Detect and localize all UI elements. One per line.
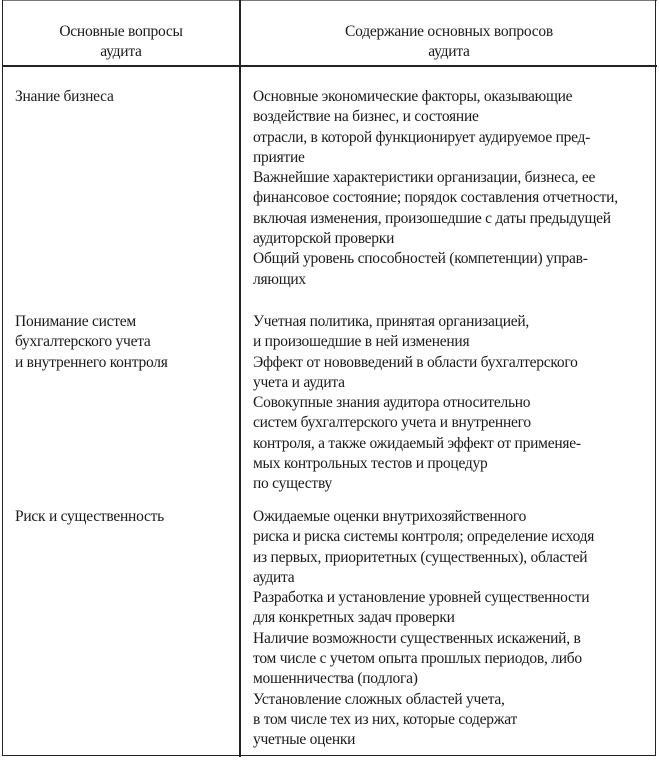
text-line: Учетная политика, принятая организацией, xyxy=(253,313,530,330)
row-topic xyxy=(15,507,164,527)
text-line: включая изменения, произошедшие с даты предыдущей xyxy=(253,209,611,227)
text-line: аудиторской проверки xyxy=(253,230,395,248)
text-line: учетные оценки xyxy=(253,731,356,749)
text-line: учета и аудита xyxy=(253,373,345,391)
text-line: из первых, приоритетных (существенных), областей xyxy=(253,548,588,566)
text-line: Эффект от нововведений в области бухгалтерского xyxy=(253,353,578,371)
row-topic xyxy=(15,312,168,373)
text-line: Основные вопросы xyxy=(59,23,183,40)
text-line: воздействие на бизнес, и состояние xyxy=(253,108,479,126)
text-line: ляющих xyxy=(253,270,306,288)
text-line: аудита xyxy=(100,43,142,61)
text-line: Важнейшие характеристики организации, бизнеса, ее xyxy=(253,169,596,187)
header-divider xyxy=(2,65,657,67)
text-line: Разработка и установление уровней существенности xyxy=(253,589,590,607)
row-content xyxy=(253,507,594,751)
text-line: Наличие возможности существенных искажений, в xyxy=(253,629,581,647)
text-line: риска и риска системы контроля; определение исходя xyxy=(253,528,595,546)
text-line: мых контрольных тестов и процедур xyxy=(253,455,488,473)
text-line: финансовое состояние; порядок составления отчетности, xyxy=(253,189,618,207)
text-line: и произошедшие в ней изменения xyxy=(253,333,470,351)
text-line: и внутреннего контроля xyxy=(15,353,168,371)
text-line: Основные экономические факторы, оказывающие xyxy=(253,88,573,105)
text-line: бухгалтерского учета xyxy=(15,333,151,351)
text-line: том числе с учетом опыта прошлых периодов, либо xyxy=(253,650,582,668)
text-line: Ожидаемые оценки внутрихозяйственного xyxy=(253,508,527,525)
text-line: аудита xyxy=(253,568,295,586)
row-content xyxy=(253,87,618,290)
text-line: мошенничества (подлога) xyxy=(253,670,418,688)
text-line: Общий уровень способностей (компетенции) управ- xyxy=(253,250,588,268)
text-line: приятие xyxy=(253,148,305,166)
text-line: отрасли, в которой функционирует аудируемое пред- xyxy=(253,128,591,146)
header-col-topic xyxy=(2,22,240,63)
text-line: Установление сложных областей учета, xyxy=(253,690,505,708)
text-line: Совокупные знания аудитора относительно xyxy=(253,394,531,412)
header-col-content xyxy=(241,22,657,63)
text-line: в том числе тех из них, которые содержат xyxy=(253,710,518,728)
text-line: для конкретных задач проверки xyxy=(253,609,455,627)
text-line: систем бухгалтерского учета и внутреннего xyxy=(253,414,531,432)
text-line: Риск и существенность xyxy=(15,508,164,525)
text-line: контроля, а также ожидаемый эффект от применяе- xyxy=(253,434,581,452)
text-line: Знание бизнеса xyxy=(15,88,114,105)
row-content xyxy=(253,312,581,495)
text-line: аудита xyxy=(428,43,470,61)
text-line: по существу xyxy=(253,475,332,493)
row-topic xyxy=(15,87,114,107)
column-divider xyxy=(239,0,241,757)
text-line: Содержание основных вопросов xyxy=(345,23,553,40)
text-line: Понимание систем xyxy=(15,313,136,330)
